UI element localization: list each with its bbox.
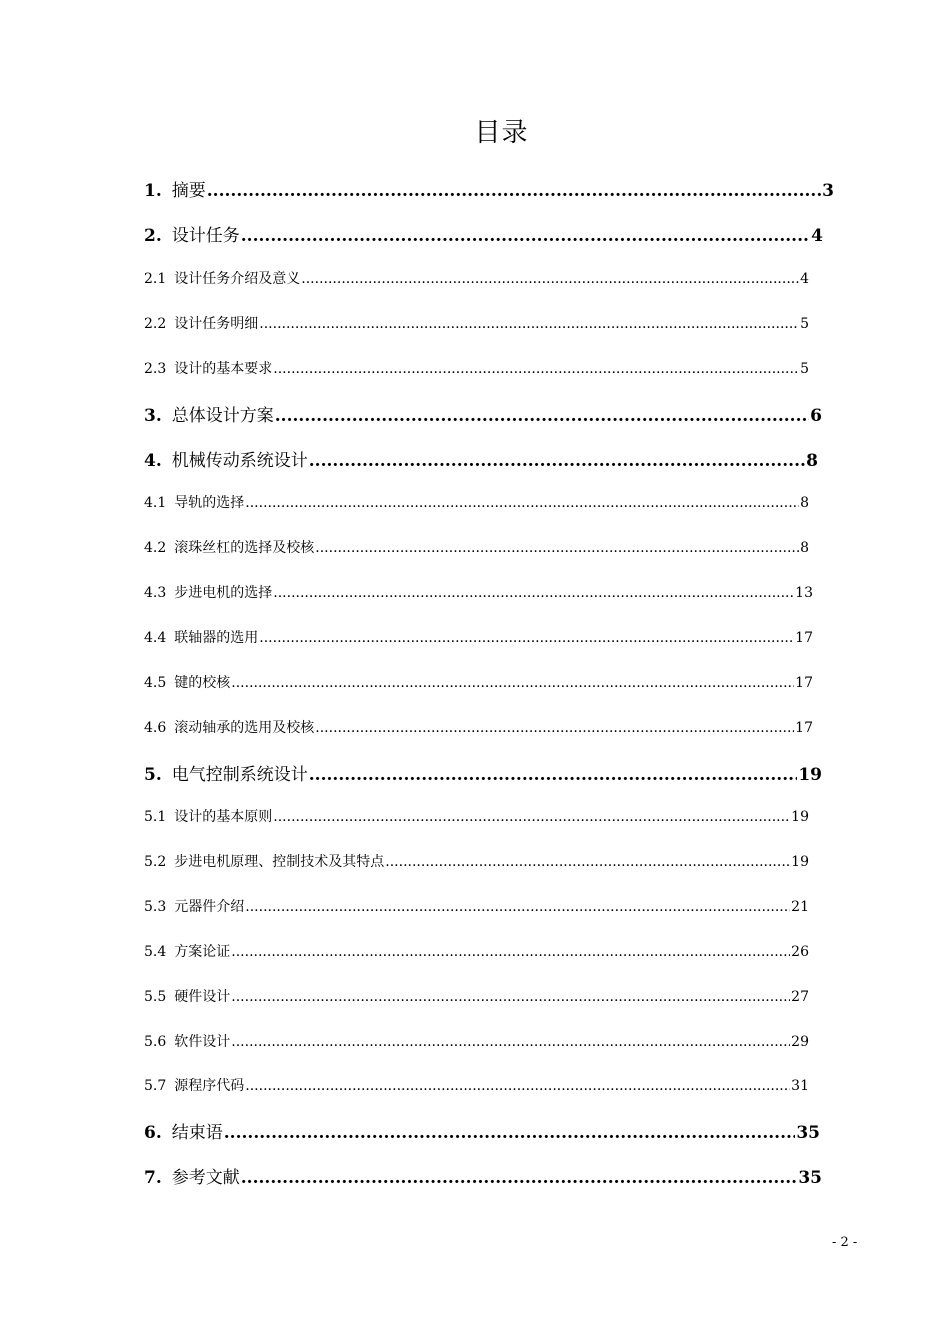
toc-leader-dots — [245, 495, 799, 511]
toc-entry[interactable] — [144, 1075, 809, 1095]
toc-entry[interactable] — [144, 941, 809, 961]
toc-leader-dots — [301, 271, 799, 287]
toc-entry-page: 8 — [806, 451, 818, 471]
toc-entry-page: 19 — [798, 765, 822, 785]
toc-leader-dots — [245, 1078, 790, 1094]
toc-leader-dots — [273, 361, 799, 377]
toc-leader-dots — [224, 1123, 796, 1143]
toc-entry-title: 设计任务 — [171, 226, 240, 246]
toc-leader-dots — [259, 316, 799, 332]
page-number: - 2 - — [832, 1235, 858, 1250]
toc-entry-page: 5 — [800, 361, 809, 377]
toc-entry-page: 13 — [795, 585, 813, 601]
toc-entry-number: 2. — [144, 226, 162, 246]
toc-entry-number: 4.1 — [144, 495, 167, 511]
toc-leader-dots — [207, 181, 821, 201]
toc-entry-title: 设计的基本原则 — [174, 809, 273, 825]
toc-entry-number: 4.4 — [144, 630, 167, 646]
toc-entry[interactable] — [144, 176, 834, 201]
toc-entry-page: 17 — [795, 720, 813, 736]
toc-entry[interactable] — [144, 401, 822, 426]
toc-entry-title: 步进电机的选择 — [174, 585, 273, 601]
toc-entry-page: 5 — [800, 316, 809, 332]
toc-entry-title: 结束语 — [171, 1123, 223, 1143]
toc-entry-number: 5.6 — [144, 1034, 167, 1050]
toc-entry-title: 源程序代码 — [174, 1078, 245, 1094]
toc-entry-title: 摘要 — [171, 181, 206, 201]
toc-entry-number: 4.2 — [144, 540, 167, 556]
toc-entry[interactable] — [144, 221, 823, 246]
toc-leader-dots — [241, 1168, 798, 1188]
toc-entry[interactable] — [144, 313, 809, 333]
toc-entry-number: 5.3 — [144, 899, 167, 915]
toc-entry-number: 5.1 — [144, 809, 167, 825]
toc-entry-page: 29 — [791, 1034, 809, 1050]
toc-entry-title: 键的校核 — [174, 675, 231, 691]
toc-leader-dots — [259, 630, 794, 646]
toc-entry-page: 19 — [791, 854, 809, 870]
page-title: 目录 — [474, 118, 529, 148]
toc-entry-number: 7. — [144, 1168, 162, 1188]
toc-entry[interactable] — [144, 896, 809, 916]
toc-entry-page: 31 — [791, 1078, 809, 1094]
toc-entry-title: 元器件介绍 — [174, 899, 245, 915]
toc-leader-dots — [241, 226, 810, 246]
toc-entry-number: 5. — [144, 765, 162, 785]
toc-entry-page: 35 — [798, 1168, 822, 1188]
toc-entry[interactable] — [144, 1163, 822, 1188]
toc-entry-title: 参考文献 — [171, 1168, 240, 1188]
toc-entry-page: 21 — [791, 899, 809, 915]
toc-entry-number: 6. — [144, 1123, 162, 1143]
toc-leader-dots — [315, 540, 799, 556]
toc-entry[interactable] — [144, 1118, 820, 1143]
toc-leader-dots — [231, 944, 790, 960]
toc-entry[interactable] — [144, 492, 809, 512]
toc-entry-number: 4.5 — [144, 675, 167, 691]
toc-entry-page: 8 — [800, 495, 809, 511]
toc-entry-number: 2.2 — [144, 316, 167, 332]
toc-leader-dots — [309, 765, 798, 785]
toc-entry-title: 步进电机原理、控制技术及其特点 — [174, 854, 385, 870]
toc-entry-page: 27 — [791, 989, 809, 1005]
toc-entry-title: 硬件设计 — [174, 989, 231, 1005]
toc-leader-dots — [273, 585, 794, 601]
toc-entry-page: 26 — [791, 944, 809, 960]
toc-entry-title: 联轴器的选用 — [174, 630, 259, 646]
toc-entry-title: 导轨的选择 — [174, 495, 245, 511]
toc-entry-title: 电气控制系统设计 — [171, 765, 308, 785]
toc-entry-number: 5.2 — [144, 854, 167, 870]
toc-entry-title: 软件设计 — [174, 1034, 231, 1050]
toc-entry-page: 4 — [800, 271, 809, 287]
toc-entry[interactable] — [144, 717, 813, 737]
toc-leader-dots — [245, 899, 790, 915]
toc-entry-page: 19 — [791, 809, 809, 825]
toc-entry[interactable] — [144, 627, 813, 647]
toc-entry-title: 设计任务介绍及意义 — [174, 271, 301, 287]
toc-entry-number: 4. — [144, 451, 162, 471]
toc-entry-title: 总体设计方案 — [171, 406, 274, 426]
toc-leader-dots — [231, 675, 794, 691]
toc-leader-dots — [315, 720, 794, 736]
toc-leader-dots — [273, 809, 790, 825]
toc-entry-page: 6 — [810, 406, 822, 426]
toc-entry-title: 滚珠丝杠的选择及校核 — [174, 540, 315, 556]
toc-leader-dots — [231, 1034, 790, 1050]
toc-entry-number: 5.5 — [144, 989, 167, 1005]
toc-entry-page: 8 — [800, 540, 809, 556]
toc-entry[interactable] — [144, 1031, 809, 1051]
toc-leader-dots — [231, 989, 790, 1005]
toc-entry-number: 5.7 — [144, 1078, 167, 1094]
toc-entry-title: 方案论证 — [174, 944, 231, 960]
toc-entry[interactable] — [144, 358, 809, 378]
toc-entry-number: 4.6 — [144, 720, 167, 736]
toc-entry-page: 4 — [811, 226, 823, 246]
toc-entry[interactable] — [144, 986, 809, 1006]
toc-entry[interactable] — [144, 760, 822, 785]
toc-entry[interactable] — [144, 806, 809, 826]
toc-entry-number: 5.4 — [144, 944, 167, 960]
toc-entry[interactable] — [144, 537, 809, 557]
toc-entry[interactable] — [144, 851, 809, 871]
toc-entry-number: 4.3 — [144, 585, 167, 601]
toc-entry-page: 3 — [822, 181, 834, 201]
toc-entry-title: 设计任务明细 — [174, 316, 259, 332]
toc-leader-dots — [275, 406, 809, 426]
toc-leader-dots — [385, 854, 790, 870]
toc-entry-title: 机械传动系统设计 — [171, 451, 308, 471]
toc-entry-page: 17 — [795, 630, 813, 646]
toc-entry-page: 35 — [796, 1123, 820, 1143]
toc-entry-number: 2.3 — [144, 361, 167, 377]
toc-entry[interactable] — [144, 672, 813, 692]
toc-entry-page: 17 — [795, 675, 813, 691]
toc-entry-number: 3. — [144, 406, 162, 426]
toc-leader-dots — [309, 451, 805, 471]
toc-entry-number: 1. — [144, 181, 162, 201]
toc-entry-number: 2.1 — [144, 271, 167, 287]
toc-entry[interactable] — [144, 582, 813, 602]
toc-entry-title: 设计的基本要求 — [174, 361, 273, 377]
toc-entry[interactable] — [144, 268, 809, 288]
toc-entry[interactable] — [144, 446, 818, 471]
toc-entry-title: 滚动轴承的选用及校核 — [174, 720, 315, 736]
